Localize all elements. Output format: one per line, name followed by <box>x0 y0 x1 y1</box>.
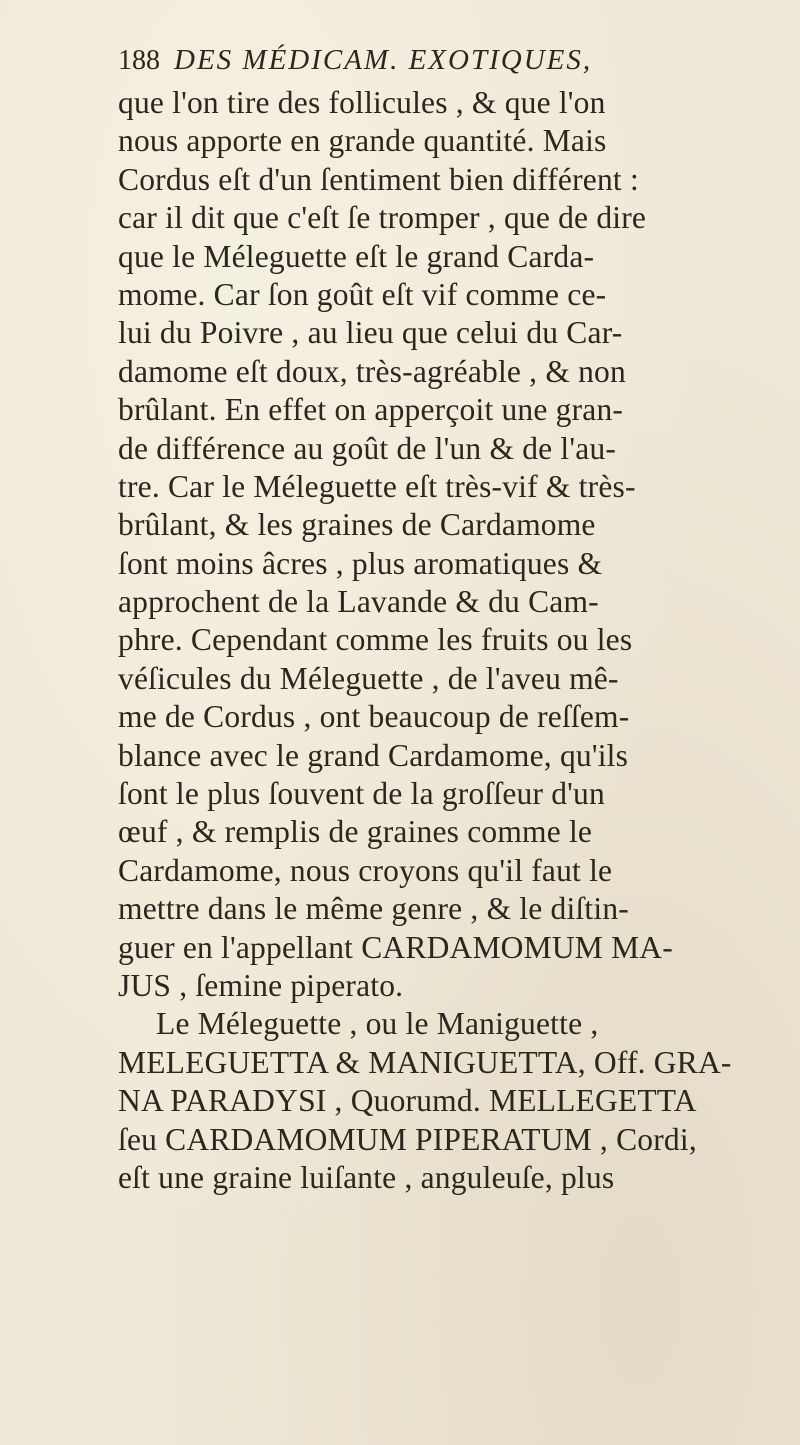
text-line: me de Cordus , ont beaucoup de reſſem- <box>118 699 630 735</box>
text-line: Cardamome, nous croyons qu'il faut le <box>118 852 613 888</box>
text-line: ſont le plus ſouvent de la groſſeur d'un <box>118 776 605 812</box>
text-line: damome eſt doux, très-agréable , & non <box>118 353 626 389</box>
text-line: phre. Cependant comme les fruits ou les <box>118 622 633 658</box>
text-line: brûlant. En effet on apperçoit une gran- <box>118 392 624 428</box>
text-line: JUS , ſemine piperato. <box>118 967 404 1003</box>
book-page <box>118 38 768 1197</box>
text-line: NA PARADYSI , Quorumd. MELLEGETTA <box>118 1083 697 1119</box>
text-line: car il dit que c'eſt ſe tromper , que de dire <box>118 200 647 236</box>
text-line: blance avec le grand Cardamome, qu'ils <box>118 737 629 773</box>
text-line: approchent de la Lavande & du Cam- <box>118 584 599 620</box>
text-line: MELEGUETTA & MANIGUETTA, Off. GRA- <box>118 1044 732 1080</box>
text-line: nous apporte en grande quantité. Mais <box>118 123 607 159</box>
text-line: de différence au goût de l'un & de l'au- <box>118 430 617 466</box>
page-header <box>118 38 768 82</box>
text-line: mettre dans le même genre , & le diſtin- <box>118 891 629 927</box>
text-line: ſeu CARDAMOMUM PIPERATUM , Cordi, <box>118 1121 697 1157</box>
text-line: guer en l'appellant CARDAMOMUM MA- <box>118 929 673 965</box>
page-number: 188 <box>118 45 160 76</box>
text-line: ſont moins âcres , plus aromatiques & <box>118 545 603 581</box>
text-line: que l'on tire des follicules , & que l'on <box>118 85 606 120</box>
text-line: lui du Poivre , au lieu que celui du Car- <box>118 315 623 351</box>
body-text <box>118 84 768 1197</box>
text-line: Cordus eſt d'un ſentiment bien différent : <box>118 161 639 197</box>
text-line: véſicules du Méleguette , de l'aveu mê- <box>118 660 619 696</box>
text-line: que le Méleguette eſt le grand Carda- <box>118 238 595 274</box>
text-line: tre. Car le Méleguette eſt très-vif & très- <box>118 468 636 504</box>
text-line: œuf , & remplis de graines comme le <box>118 814 593 850</box>
text-line: eſt une graine luiſante , anguleuſe, plus <box>118 1159 615 1195</box>
text-line: mome. Car ſon goût eſt vif comme ce- <box>118 276 607 312</box>
text-line: brûlant, & les graines de Cardamome <box>118 507 596 543</box>
running-title: DES MÉDICAM. EXOTIQUES, <box>174 44 593 76</box>
text-line: Le Méleguette , ou le Maniguette , <box>156 1006 599 1042</box>
